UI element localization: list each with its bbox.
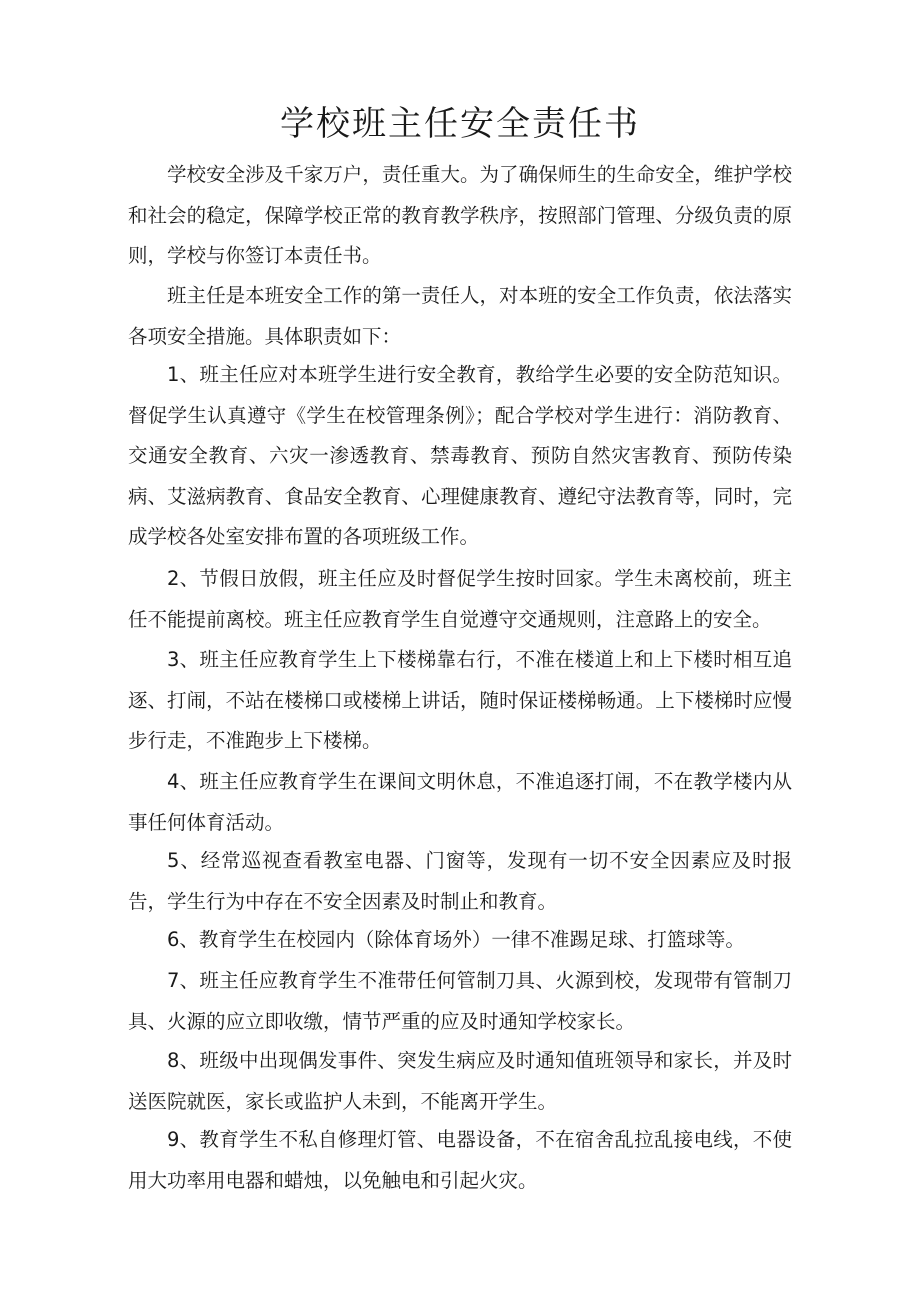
paragraph-item-9: 9、教育学生不私自修理灯管、电器设备，不在宿舍乱拉乱接电线，不使用大功率用电器和蜡烛，以免触电和引起火灾。 <box>128 1128 792 1192</box>
paragraph-intro: 学校安全涉及千家万户，责任重大。为了确保师生的生命安全，维护学校和社会的稳定，保障学校正常的教育教学秩序，按照部门管理、分级负责的原则，学校与你签订本责任书。 <box>128 163 792 267</box>
paragraph-item-5: 5、经常巡视查看教室电器、门窗等，发现有一切不安全因素应及时报告，学生行为中存在不安全因素及时制止和教育。 <box>128 849 792 913</box>
paragraph-responsibility: 班主任是本班安全工作的第一责任人，对本班的安全工作负责，依法落实各项安全措施。具体职责如下： <box>128 284 792 348</box>
paragraph-item-7: 7、班主任应教育学生不准带任何管制刀具、火源到校，发现带有管制刀具、火源的应立即收缴，情节严重的应及时通知学校家长。 <box>128 969 792 1033</box>
paragraph-item-2: 2、节假日放假，班主任应及时督促学生按时回家。学生未离校前，班主任不能提前离校。班主任应教育学生自觉遵守交通规则，注意路上的安全。 <box>128 567 792 631</box>
paragraph-item-4: 4、班主任应教育学生在课间文明休息，不准追逐打闹，不在教学楼内从事任何体育活动。 <box>128 770 792 834</box>
paragraph-item-8: 8、班级中出现偶发事件、突发生病应及时通知值班领导和家长，并及时送医院就医，家长或监护人未到，不能离开学生。 <box>128 1049 792 1113</box>
paragraph-item-3: 3、班主任应教育学生上下楼梯靠右行，不准在楼道上和上下楼时相互追逐、打闹，不站在楼梯口或楼梯上讲话，随时保证楼梯畅通。上下楼梯时应慢步行走，不准跑步上下楼梯。 <box>128 648 792 752</box>
document-title: 学校班主任安全责任书 <box>280 104 640 144</box>
paragraph-item-6: 6、教育学生在校园内（除体育场外）一律不准踢足球、打篮球等。 <box>167 928 745 951</box>
paragraph-item-1: 1、班主任应对本班学生进行安全教育，教给学生必要的安全防范知识。督促学生认真遵守《学生在校管理条例》；配合学校对学生进行：消防教育、交通安全教育、六灾一渗透教育、禁毒教育、预防自然灾害教育、预防传染病、艾滋病教育、食品安全教育、心理健康教育、遵纪守法教育等，同时，完成学校各处室安排布置的各项班级工作。 <box>128 363 792 548</box>
